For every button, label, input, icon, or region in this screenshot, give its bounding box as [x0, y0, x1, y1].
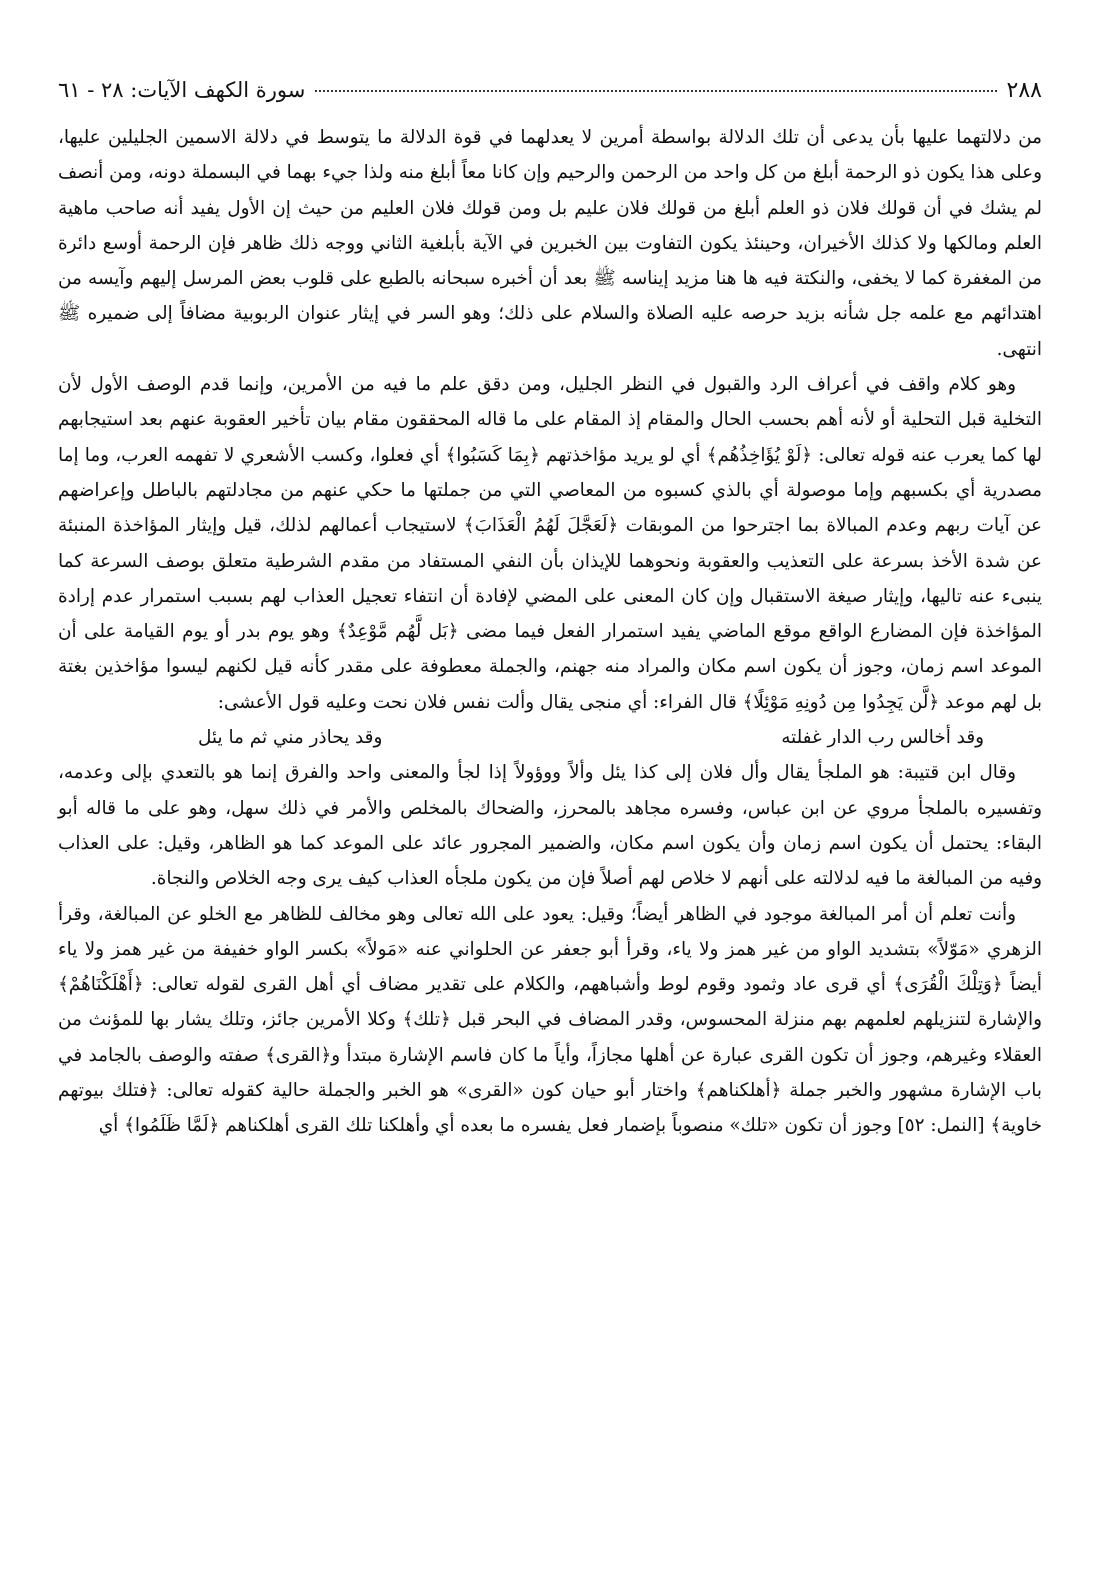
page-number: ٢٨٨ [1006, 78, 1042, 103]
paragraph: وأنت تعلم أن أمر المبالغة موجود في الظاهر أيضاً؛ وقيل: يعود على الله تعالى وهو مخالف للظاهر مع الخلو عن المبالغة، وقرأ الزهري «مَوّلاً» بتشديد الواو من غير همز ولا ياء، وقرأ أبو جعفر عن الحلواني عنه «مَولاً» بكسر الواو خفيفة من غير همز ولا ياء أيضاً ﴿وَتِلْكَ الْقُرَى﴾ أي قرى عاد وثمود وقوم لوط وأشباههم، والكلام على تقدير مضاف أي أهل القرى لقوله تعالى: ﴿أَهْلَكْنَاهُمْ﴾ والإشارة لتنزيلهم لعلمهم بهم منزلة المحسوس، وقدر المضاف في البحر قبل ﴿تلك﴾ وكلا الأمرين جائز، وتلك يشار بها للمؤنث من العقلاء وغيرهم، وجوز أن تكون القرى عبارة عن أهلها مجازاً، وأياً ما كان فاسم الإشارة مبتدأ و﴿القرى﴾ صفته والوصف بالجامد في باب الإشارة مشهور والخبر جملة ﴿أهلكناهم﴾ واختار أبو حيان كون «القرى» هو الخبر والجملة حالية كقوله تعالى: ﴿فتلك بيوتهم خاوية﴾ [النمل: ٥٢] وجوز أن تكون «تلك» منصوباً بإضمار فعل يفسره ما بعده أي وأهلكنا تلك القرى أهلكناهم ﴿لَمَّا ظَلَمُوا﴾ أي [58, 903, 1042, 1137]
paragraph: من دلالتهما عليها بأن يدعى أن تلك الدلالة بواسطة أمرين لا يعدلهما في قوة الدلالة ما يتوسط في دلالة الاسمين الجليلين عليها، وعلى هذا يكون ذو الرحمة أبلغ من كل واحد من الرحمن والرحيم وإن كانا معاً أبلغ منه ولذا جيء بهما في البسملة دونه، ومن أنصف لم يشك في أن قولك فلان ذو العلم أبلغ من قولك فلان عليم بل ومن قولك فلان العليم من حيث إن الأول يفيد أنه صاحب ماهية العلم ومالكها ولا كذلك الأخيران، وحينئذ يكون التفاوت بين الخبرين في الآية بأبلغية الثاني ووجه ذلك ظاهر فإن الرحمة أوسع دائرة من المغفرة كما لا يخفى، والنكتة فيه ها هنا مزيد إيناسه ﷺ بعد أن أخبره سبحانه بالطبع على قلوب بعض المرسل إليهم وآيسه من اهتدائهم مع علمه جل شأنه بزيد حرصه عليه الصلاة والسلام على ذلك؛ وهو السر في إيثار عنوان الربوبية مضافاً إلى ضميره ﷺ انتهى. [58, 127, 1042, 360]
paragraph: وهو كلام واقف في أعراف الرد والقبول في النظر الجليل، ومن دقق علم ما فيه من الأمرين، وإنما قدم الوصف الأول لأن التخلية قبل التحلية أو لأنه أهم بحسب الحال والمقام إذ المقام على ما قاله المحققون مقام بيان تأخير العقوبة عنهم بعد استيجابهم لها كما يعرب عنه قوله تعالى: ﴿لَوْ يُؤَاخِذُهُم﴾ أي لو يريد مؤاخذتهم ﴿بِمَا كَسَبُوا﴾ أي فعلوا، وكسب الأشعري لا تفهمه العرب، وما إما مصدرية أي بكسبهم وإما موصولة أي بالذي كسبوه من المعاصي التي من جملتها ما حكي عنهم من مجادلتهم بالباطل وإعراضهم عن آيات ربهم وعدم المبالاة بما اجترحوا من الموبقات ﴿لَعَجَّلَ لَهُمُ الْعَذَابَ﴾ لاستيجاب أعمالهم لذلك، قيل وإيثار المؤاخذة المنبئة عن شدة الأخذ بسرعة على التعذيب والعقوبة ونحوهما للإيذان بأن النفي المستفاد من مقدم الشرطية متعلق بوصف السرعة كما ينبىء عنه تاليها، وإيثار صيغة الاستقبال وإن كان المعنى على المضي لإفادة أن انتفاء تعجيل العذاب لهم بسبب استمرار عدم إرادة المؤاخذة فإن المضارع الواقع موقع الماضي يفيد استمرار الفعل فيما مضى ﴿بَل لَّهُم مَّوْعِدٌ﴾ وهو يوم بدر أو يوم القيامة على أن الموعد اسم زمان، وجوز أن يكون اسم مكان والمراد منه جهنم، والجملة معطوفة على مقدر كأنه قيل لكنهم ليسوا مؤاخذين بغتة بل لهم موعد ﴿لَّن يَجِدُوا مِن دُونِهِ مَوْئِلًا﴾ قال الفراء: أي منجى يقال وألت نفس فلان نحت وعليه قول الأعشى: [58, 374, 1042, 713]
running-header [58, 78, 1042, 112]
paragraph: وقال ابن قتيبة: هو الملجأ يقال وأل فلان إلى كذا يئل وألاً ووؤولاً إذا لجأ والمعنى واحد والفرق إنما هو بالتعدي بإلى وعدمه، وتفسيره بالملجأ مروي عن ابن عباس، وفسره مجاهد بالمحرز، والضحاك بالمخلص والأمر في ذلك سهل، وهو على ما قاله أبو البقاء: يحتمل أن يكون اسم زمان وأن يكون اسم مكان، والضمير المجرور عائد على الموعد كما هو الظاهر، وقيل: على العذاب وفيه من المبالغة ما فيه لدلالته على أنهم لا خلاص لهم أصلاً فإن من يكون ملجأه العذاب كيف يرى وجه الخلاص والنجاة. [58, 762, 1042, 890]
verse-right-hemistich: وقد أخالس رب الدار غفلته [781, 727, 984, 749]
header-leader-dots [315, 90, 996, 92]
poetry-verse [58, 720, 1042, 755]
verse-left-hemistich: وقد يحاذر مني ثم ما يئل [198, 727, 383, 749]
text-body [58, 120, 1042, 1144]
chapter-title: سورة الكهف الآيات: ٢٨ - ٦١ [58, 78, 306, 102]
